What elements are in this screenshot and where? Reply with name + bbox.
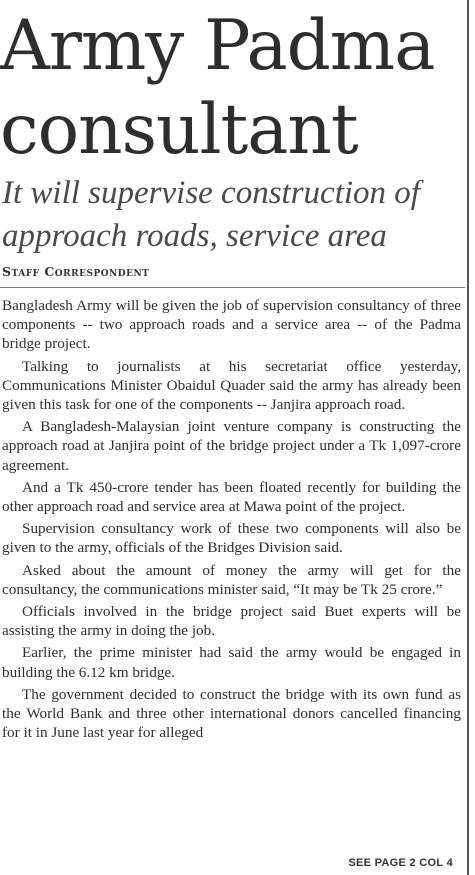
paragraph: Asked about the amount of money the army will get for the consultancy, the communications minister said, “It may be Tk 25 crore.” <box>2 561 461 598</box>
subheadline <box>2 172 467 258</box>
headline-line-2: consultant <box>0 90 358 170</box>
paragraph: Officials involved in the bridge project said Buet experts will be assisting the army in doing the job. <box>2 603 461 640</box>
paragraph: Supervision consultancy work of these two components will also be given to the army, officials of the Bridges Division said. <box>2 520 461 557</box>
continued-jump-line: SEE PAGE 2 COL 4 <box>348 857 453 869</box>
paragraph: Earlier, the prime minister had said the army would be engaged in building the 6.12 km bridge. <box>2 644 461 681</box>
headline <box>0 4 465 172</box>
paragraph: And a Tk 450-crore tender has been floated recently for building the other approach road and service area at Mawa point of the project. <box>2 478 461 516</box>
subheadline-line-2: approach roads, service area <box>2 218 387 254</box>
paragraph: The government decided to construct the bridge with its own fund as the World Bank and three other international donors cancelled financing for it in June last year for alleged <box>2 685 461 742</box>
paragraph: A Bangladesh-Malaysian joint venture company is constructing the approach road at Janjira point of the bridge project under a Tk 1,097-crore agreement. <box>2 418 461 474</box>
paragraph: Talking to journalists at his secretariat office yesterday, Communications Minister Obaidul Quader said the army has already been given this task for one of the components -- Janjira approach road. <box>2 357 461 414</box>
column-divider <box>467 0 469 875</box>
byline-divider <box>0 287 465 288</box>
byline: Staff Correspondent <box>2 264 150 279</box>
paragraph: Bangladesh Army will be given the job of supervision consultancy of three components -- two approach roads and a service area -- of the Padma bridge project. <box>2 297 461 353</box>
headline-line-1: Army Padma <box>0 6 435 86</box>
article-body <box>2 296 461 745</box>
subheadline-line-1: It will supervise construction of <box>2 175 420 211</box>
